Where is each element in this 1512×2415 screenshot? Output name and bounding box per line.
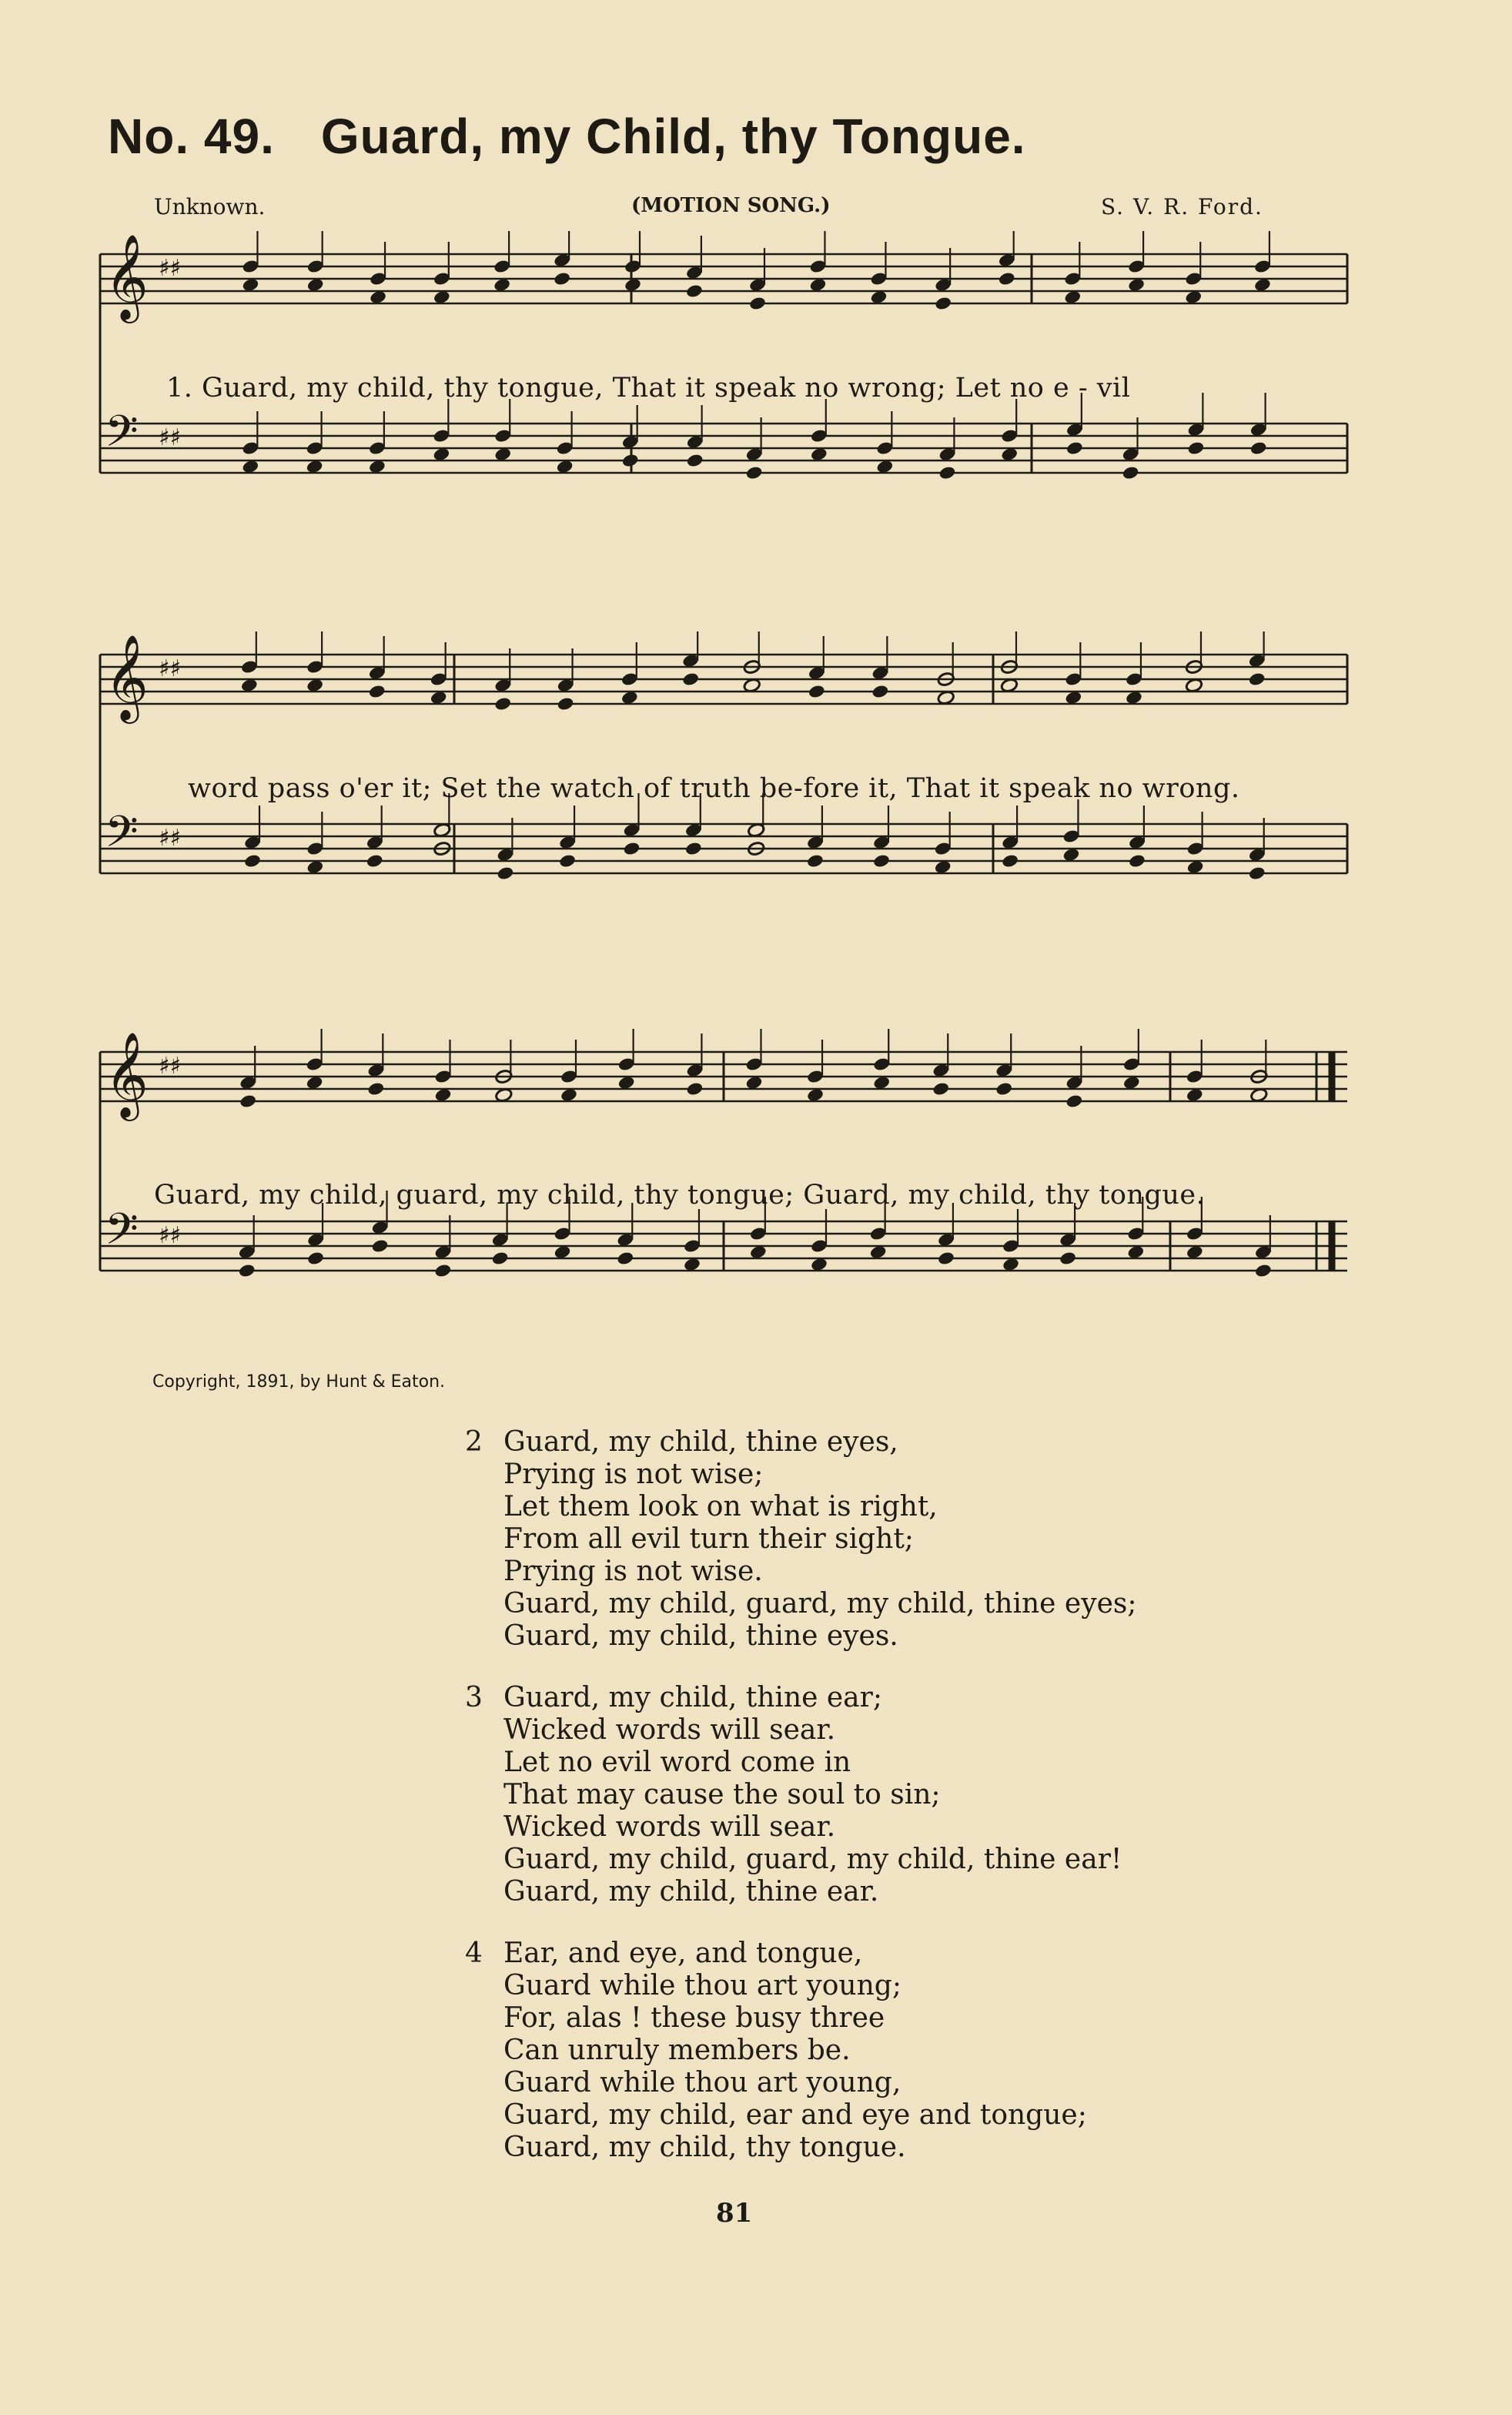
note-head (1059, 1251, 1077, 1266)
score-system-1 (92, 231, 1355, 570)
note-head (1001, 853, 1019, 869)
verse-line: Guard, my child, thine eyes, (503, 1426, 898, 1458)
note-head (806, 853, 825, 869)
hymn-heading (108, 108, 1026, 165)
lyric-line-1: 1. Guard, my child, thy tongue, That it speak no wrong; Let no e - vil (166, 373, 1131, 404)
note-head (1065, 1094, 1084, 1109)
verse-line: Prying is not wise. (503, 1556, 763, 1587)
verse-line: From all evil turn their sight; (503, 1523, 914, 1555)
note-head (808, 684, 826, 699)
note-head (623, 841, 641, 856)
verse-line: Prying is not wise; (503, 1459, 764, 1490)
verse-line: Wicked words will sear. (503, 1811, 836, 1843)
verse-line: Guard, my child, guard, my child, thine ear! (503, 1844, 1122, 1875)
key-signature-icon: ♯♯ (159, 1053, 182, 1080)
lyric-line-2: word pass o'er it; Set the watch of truth be-fore it, That it speak no wrong. (188, 773, 1240, 804)
verse-line: For, alas ! these busy three (503, 2002, 885, 2034)
note-head (616, 1251, 634, 1266)
page-number: 81 (716, 2198, 753, 2229)
verse-line: Wicked words will sear. (503, 1714, 836, 1746)
note-head (239, 1094, 257, 1109)
note-head (1187, 440, 1206, 456)
verses-block (465, 1426, 1136, 2193)
verse-line: Let them look on what is right, (503, 1491, 938, 1522)
verse-line: Guard, my child, guard, my child, thine eyes; (503, 1588, 1137, 1619)
note-head (306, 1251, 325, 1266)
note-head (934, 296, 952, 311)
verse-line: Guard, my child, ear and eye and tongue; (503, 2099, 1087, 2131)
note-head (434, 1263, 453, 1278)
note-head (491, 1251, 510, 1266)
score-system-2 (92, 631, 1355, 970)
note-head (745, 465, 764, 481)
verse-line: Guard, my child, thine ear; (503, 1682, 882, 1713)
verse-line: Guard, my child, thine ear. (503, 1876, 879, 1908)
note-head (871, 684, 890, 699)
score-system-3 (92, 1029, 1355, 1368)
verse-line: That may cause the soul to sin; (503, 1779, 941, 1810)
hymn-title: Guard, my Child, thy Tongue. (320, 109, 1026, 164)
verse-line: Can unruly members be. (503, 2035, 851, 2066)
verse-line: Let no evil word come in (503, 1747, 851, 1778)
key-signature-icon: ♯♯ (159, 825, 182, 852)
words-credit: Unknown. (154, 194, 266, 219)
note-head (1248, 672, 1266, 687)
note-head (558, 853, 577, 869)
note-head (1249, 440, 1268, 456)
verse-line: Guard, my child, thine eyes. (503, 1620, 898, 1652)
verse-line: Ear, and eye, and tongue, (503, 1938, 863, 1969)
note-head (685, 283, 704, 299)
note-head (371, 1238, 390, 1254)
treble-clef-icon: 𝄞 (105, 634, 149, 720)
verse-number: 3 (465, 1682, 483, 1713)
note-head (686, 1081, 704, 1097)
lyric-line-3: Guard, my child, guard, my child, thy tongue; Guard, my child, thy tongue. (154, 1180, 1206, 1211)
verse-2 (465, 1426, 1136, 1653)
verse-number: 4 (465, 1938, 483, 1969)
verse-line: Guard, my child, thy tongue. (503, 2132, 906, 2163)
note-head (681, 672, 700, 687)
note-head (243, 853, 262, 869)
bass-clef-icon: 𝄢 (105, 1204, 139, 1265)
note-head (686, 453, 704, 468)
note-head (367, 1081, 386, 1097)
note-head (872, 853, 891, 869)
key-signature-icon: ♯♯ (159, 1222, 182, 1249)
hymn-subtitle: (MOTION SONG.) (631, 194, 831, 217)
treble-clef-icon: 𝄞 (105, 1031, 149, 1117)
bass-clef-icon: 𝄢 (105, 807, 139, 868)
note-head (1254, 1263, 1273, 1278)
note-head (1122, 465, 1140, 481)
note-head (932, 1081, 950, 1097)
verse-number: 2 (465, 1426, 483, 1458)
hymn-number: No. 49. (108, 109, 275, 164)
note-head (1065, 440, 1084, 456)
verse-4 (465, 1938, 1136, 2164)
music-credit: S. V. R. Ford. (1101, 194, 1263, 219)
note-head (493, 696, 512, 712)
treble-clef-icon: 𝄞 (105, 233, 149, 320)
note-head (557, 696, 575, 712)
key-signature-icon: ♯♯ (159, 655, 182, 682)
note-head (1128, 853, 1146, 869)
verse-line: Guard while thou art young; (503, 1970, 902, 2001)
verse-3 (465, 1682, 1136, 1908)
note-head (238, 1263, 256, 1278)
note-head (553, 271, 571, 286)
note-head (497, 866, 515, 881)
note-head (937, 1251, 955, 1266)
key-signature-icon: ♯♯ (159, 255, 182, 282)
note-head (998, 271, 1016, 286)
note-head (368, 684, 386, 699)
bass-clef-icon: 𝄢 (105, 407, 139, 467)
note-head (684, 841, 703, 856)
note-head (1248, 866, 1266, 881)
note-head (366, 853, 384, 869)
note-head (938, 465, 957, 481)
note-head (621, 453, 640, 468)
note-head (995, 1081, 1013, 1097)
key-signature-icon: ♯♯ (159, 424, 182, 451)
note-head (748, 296, 767, 311)
copyright-notice: Copyright, 1891, by Hunt & Eaton. (152, 1372, 446, 1392)
verse-line: Guard while thou art young, (503, 2067, 902, 2098)
